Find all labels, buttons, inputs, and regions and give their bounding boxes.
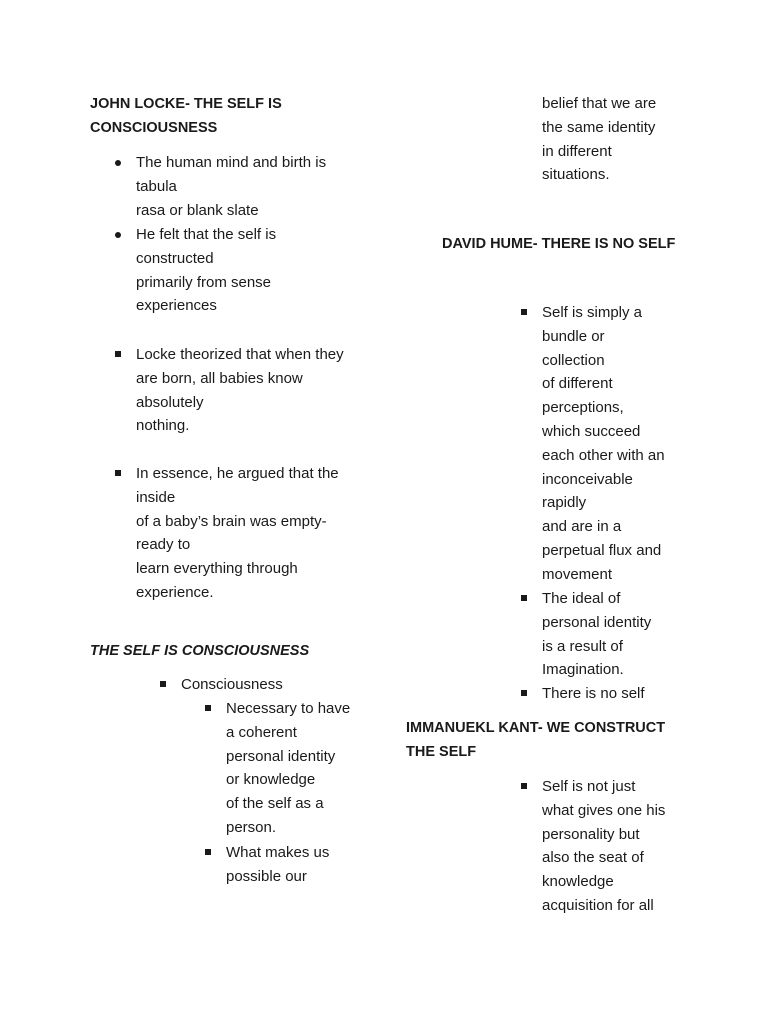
list-item-line: experience. — [136, 583, 214, 601]
list-item — [226, 697, 350, 840]
list-item-line: Consciousness — [181, 676, 283, 693]
continuation-text — [542, 92, 656, 187]
list-item-line: also the seat of — [542, 849, 644, 867]
list-item-line: tabula — [136, 177, 177, 195]
bullet-square-icon — [160, 681, 166, 687]
list-item-line: personal identity — [542, 613, 652, 631]
list-item — [136, 343, 344, 438]
list-item-line: or knowledge — [226, 771, 316, 789]
list-item — [542, 682, 645, 706]
locke-heading-line: JOHN LOCKE- THE SELF IS — [90, 96, 282, 112]
list-item-line: knowledge — [542, 873, 614, 891]
list-item-line: perpetual flux and — [542, 541, 662, 559]
list-item-line: movement — [542, 565, 613, 583]
list-item-line: collection — [542, 351, 605, 369]
list-item-line: nothing. — [136, 417, 190, 435]
list-item-line: acquisition for all — [542, 896, 654, 914]
bullet-square-icon — [521, 309, 527, 315]
list-item-line: is a result of — [542, 637, 623, 655]
bullet-disc-icon — [115, 160, 121, 166]
list-item-line: learn everything through — [136, 560, 298, 578]
list-item-line: which succeed — [542, 422, 641, 440]
list-item-line: absolutely — [136, 393, 204, 411]
list-item-line: of different — [542, 375, 613, 393]
list-item-line: Imagination. — [542, 661, 624, 679]
kant-heading-line: IMMANUEKL KANT- WE CONSTRUCT — [406, 720, 666, 736]
locke-heading-line: CONSCIOUSNESS — [90, 120, 218, 136]
kant-heading — [406, 716, 665, 764]
bullet-square-icon — [205, 705, 211, 711]
kant-heading-line: THE SELF — [406, 744, 477, 760]
list-item-line: inside — [136, 488, 176, 506]
text-line: situations. — [542, 166, 610, 184]
bullet-disc-icon — [115, 232, 121, 238]
list-item-line: primarily from sense — [136, 273, 272, 291]
list-item-line: bundle or — [542, 327, 605, 345]
list-item-line: Locke theorized that when they — [136, 346, 344, 363]
list-item-line: of the self as a — [226, 795, 324, 813]
list-item — [181, 673, 283, 697]
list-item-line: personal identity — [226, 747, 336, 765]
bullet-square-icon — [521, 690, 527, 696]
list-item-line: each other with an — [542, 446, 665, 464]
list-item-line: The human mind and birth is — [136, 154, 327, 171]
bullet-square-icon — [115, 351, 121, 357]
list-item — [136, 151, 326, 222]
hume-heading: DAVID HUME- THERE IS NO SELF — [442, 236, 676, 252]
list-item-line: rasa or blank slate — [136, 201, 259, 219]
list-item-line: Necessary to have — [226, 700, 351, 717]
list-item-line: ready to — [136, 536, 191, 554]
text-line: in different — [542, 142, 612, 160]
consciousness-heading: THE SELF IS CONSCIOUSNESS — [90, 643, 310, 659]
list-item — [226, 841, 329, 889]
list-item-line: what gives one his — [542, 801, 666, 819]
list-item-line: There is no self — [542, 685, 645, 702]
list-item-line: Self is not just — [542, 778, 636, 795]
list-item-line: inconceivable — [542, 470, 633, 488]
bullet-square-icon — [521, 595, 527, 601]
list-item — [136, 462, 339, 605]
list-item-line: perceptions, — [542, 399, 624, 417]
list-item-line: rapidly — [542, 494, 587, 512]
text-line: belief that we are — [542, 95, 657, 112]
list-item — [542, 301, 665, 587]
list-item-line: personality but — [542, 825, 640, 843]
list-item — [542, 775, 665, 918]
list-item-line: are born, all babies know — [136, 369, 303, 387]
text-line: the same identity — [542, 118, 656, 136]
list-item-line: person. — [226, 818, 277, 836]
bullet-square-icon — [115, 470, 121, 476]
list-item — [136, 223, 276, 318]
list-item-line: experiences — [136, 297, 217, 315]
list-item-line: He felt that the self is — [136, 226, 277, 243]
list-item-line: constructed — [136, 249, 214, 267]
list-item-line: of a baby’s brain was empty- — [136, 512, 327, 530]
list-item-line: In essence, he argued that the — [136, 465, 339, 482]
bullet-square-icon — [521, 783, 527, 789]
list-item-line: a coherent — [226, 723, 297, 741]
list-item-line: What makes us — [226, 844, 330, 861]
bullet-square-icon — [205, 849, 211, 855]
list-item-line: possible our — [226, 867, 307, 885]
list-item-line: Self is simply a — [542, 304, 643, 321]
locke-heading — [90, 92, 282, 140]
list-item-line: The ideal of — [542, 590, 621, 607]
list-item — [542, 587, 651, 682]
list-item-line: and are in a — [542, 518, 622, 536]
